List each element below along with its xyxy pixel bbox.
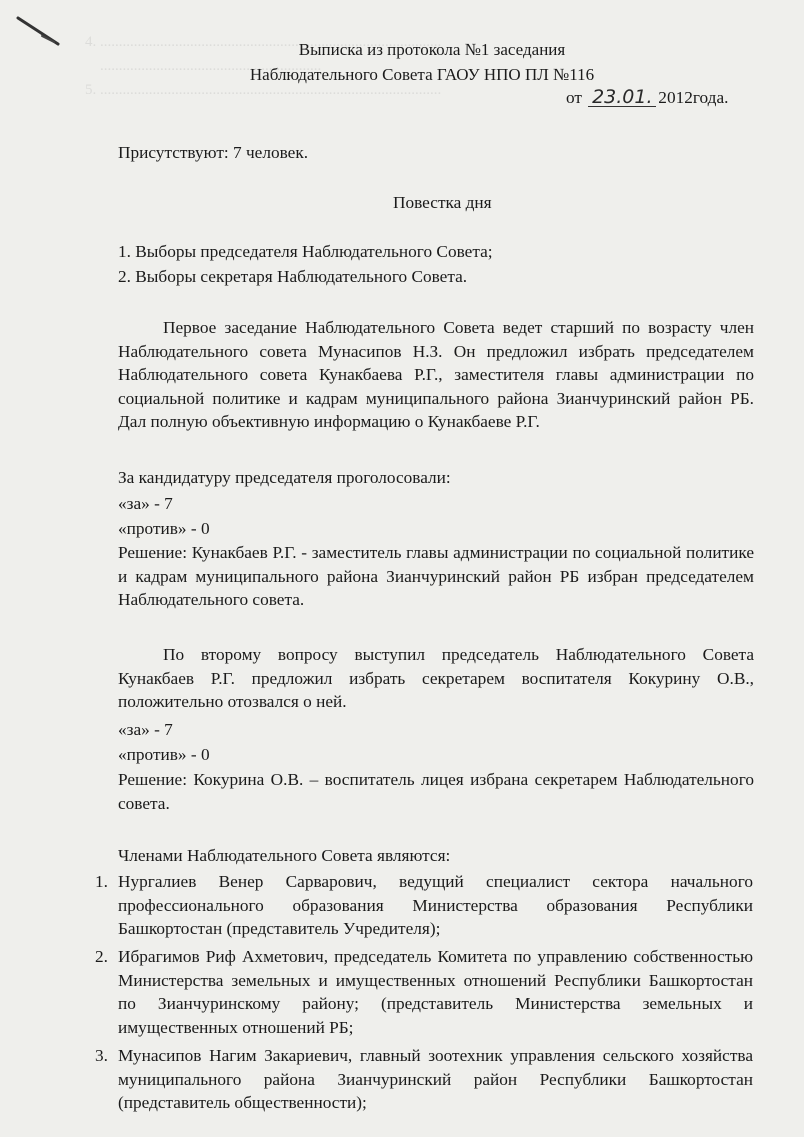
member-number: 1. (95, 872, 108, 891)
decision-1: Решение: Кунакбаев Р.Г. - заместитель главы администрации по социальной политике и кадрам муниципального района Зианчуринский район РБ избран председателем Наблюдательного совета. (118, 543, 754, 610)
document-title-line1: Выписка из протокола №1 заседания (298, 40, 566, 59)
member-number: 2. (95, 947, 108, 966)
date-handwritten: 23.01. (588, 88, 656, 107)
vote-for-2: «за» - 7 (118, 720, 173, 739)
date-prefix: от (566, 88, 582, 107)
bleed-through-text: 4. ........................................................................................... ........................................................... 5. ........................................................................................... (85, 34, 442, 98)
member-item: Мунасипов Нагим Закариевич, главный зоотехник управления сельского хозяйства муниципального района Зианчуринский район Республики Башкортостан (представитель общественности); (118, 1046, 753, 1113)
paragraph-first-question: Первое заседание Наблюдательного Совета ведет старший по возрасту член Наблюдательного совета Мунасипов Н.З. Он предложил избрать председателем Наблюдательного совета Кунакбаева Р.Г., заместителя главы администрации по социальной политике и кадрам муниципального района Зианчуринский район РБ. Дал полную объективную информацию о Кунакбаеве Р.Г. (118, 318, 754, 432)
date-suffix: 2012года. (658, 88, 729, 107)
member-item: Ибрагимов Риф Ахметович, председатель Комитета по управлению собственностью Министерства земельных и имущественных отношений Республики Башкортостан по Зианчуринскому району; (представитель Министерства земельных и имущественных отношений РБ; (118, 947, 753, 1037)
present-count: Присутствуют: 7 человек. (118, 143, 309, 162)
agenda-item-2: 2. Выборы секретаря Наблюдательного Совета. (118, 267, 468, 286)
agenda-item-1: 1. Выборы председателя Наблюдательного Совета; (118, 242, 493, 261)
member-number: 3. (95, 1046, 108, 1065)
paragraph-second-question: По второму вопросу выступил председатель Наблюдательного Совета Кунакбаев Р.Г. предложил избрать секретарем воспитателя Кокурину О.В., положительно отозвался о ней. (118, 645, 754, 712)
vote-against-2: «против» - 0 (118, 745, 210, 764)
vote-intro: За кандидатуру председателя проголосовали: (118, 468, 451, 487)
vote-against-1: «против» - 0 (118, 519, 210, 538)
vote-for-1: «за» - 7 (118, 494, 173, 513)
agenda-heading: Повестка дня (393, 193, 492, 212)
members-heading: Членами Наблюдательного Совета являются: (118, 846, 451, 865)
member-item: Нургалиев Венер Сарварович, ведущий специалист сектора начального профессионального образования Министерства образования Республики Башкортостан (представитель Учредителя); (118, 872, 753, 939)
decision-2: Решение: Кокурина О.В. – воспитатель лицея избрана секретарем Наблюдательного совета. (118, 770, 754, 813)
document-title-line2: Наблюдательного Совета ГАОУ НПО ПЛ №116 (249, 65, 595, 84)
document-date (566, 86, 728, 110)
